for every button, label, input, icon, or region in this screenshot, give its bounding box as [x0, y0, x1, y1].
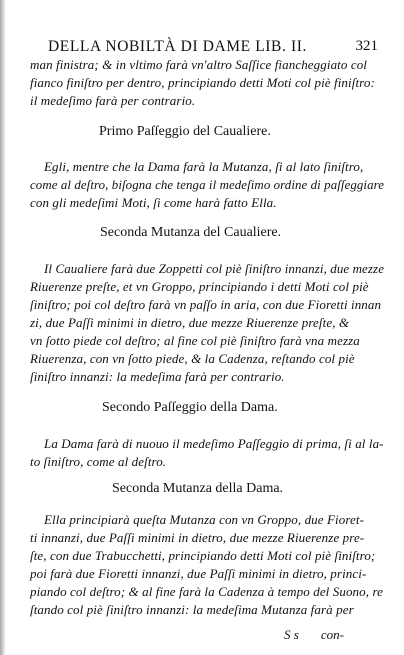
text-line: Ella principiarà queſta Mutanza con vn Groppo, due Fioret- — [44, 512, 365, 527]
catchword-line — [284, 627, 366, 643]
text-line: to ſiniſtro, come al deſtro. — [30, 454, 167, 469]
text-line: man finistra; & in vltimo farà vn'altro Saſſice fiancheggiato col — [30, 57, 368, 72]
text-line: La Dama farà di nuouo il medeſimo Paſſeggio di prima, ſi al la- — [44, 436, 384, 451]
text-line: fianco finiſtro per dentro, principiando detti Moti col piè finiſtro: — [30, 75, 375, 90]
signature-mark: S s — [284, 627, 299, 642]
text-line: come al deſtro, biſogna che tenga il medeſimo ordine di paſſeggiare — [30, 177, 385, 192]
section-heading: Seconda Mutanza del Caualiere. — [100, 225, 282, 240]
text-line: Il Caualiere farà due Zoppetti col piè ſiniſtro innanzi, due mezze — [44, 261, 385, 276]
text-line: piando col deſtro; & al fine farà la Cadenza à tempo del Suono, re — [30, 584, 383, 599]
text-line: ti innanzi, due Paſſi minimi in dietro, due mezze Riuerenze pre- — [30, 530, 365, 545]
running-title: DELLA NOBILTÀ DI DAME LIB. II. — [48, 38, 307, 55]
text-line: ſtando col piè ſiniſtro innanzi: la medeſima Mutanza farà per — [30, 602, 354, 617]
text-line: con gli medeſimi Moti, ſi come harà fatto Ella. — [30, 195, 277, 210]
text-line: ſiniſtro innanzi: la medeſima farà per contrario. — [30, 369, 285, 384]
section-heading: Primo Paſſeggio del Caualiere. — [99, 124, 271, 139]
catchword: con- — [320, 627, 344, 642]
text-line: vn ſotto piede col deſtro; al fine col piè ſiniſtro farà vna mezza — [30, 333, 360, 348]
text-line: Riuerenza, con vn ſotto piede, & la Cadenza, reſtando col piè — [30, 351, 355, 366]
page-number: 321 — [355, 38, 378, 54]
text-line: poi farà due Fioretti innanzi, due Paſſi minimi in dietro, princi- — [30, 566, 367, 581]
text-line: zi, due Paſſi minimi in dietro, due mezze Riuerenze preſte, & — [30, 315, 350, 330]
section-heading: Seconda Mutanza della Dama. — [112, 481, 284, 496]
running-head — [48, 38, 378, 58]
section-heading: Secondo Paſſeggio della Dama. — [102, 400, 278, 415]
text-line: Riuerenze preſte, et vn Groppo, principiando i detti Moti col piè — [30, 279, 369, 294]
text-line: Egli, mentre che la Dama farà la Mutanza, ſi al lato ſiniſtro, — [44, 159, 364, 174]
text-line: ſte, con due Trabucchetti, principiando detti Moti col piè ſiniſtro; — [30, 548, 376, 563]
text-line: ſiniſtro; poi col deſtro farà vn paſſo in aria, con due Fioretti innan — [30, 297, 382, 312]
text-line: il medeſimo farà per contrario. — [30, 93, 196, 108]
